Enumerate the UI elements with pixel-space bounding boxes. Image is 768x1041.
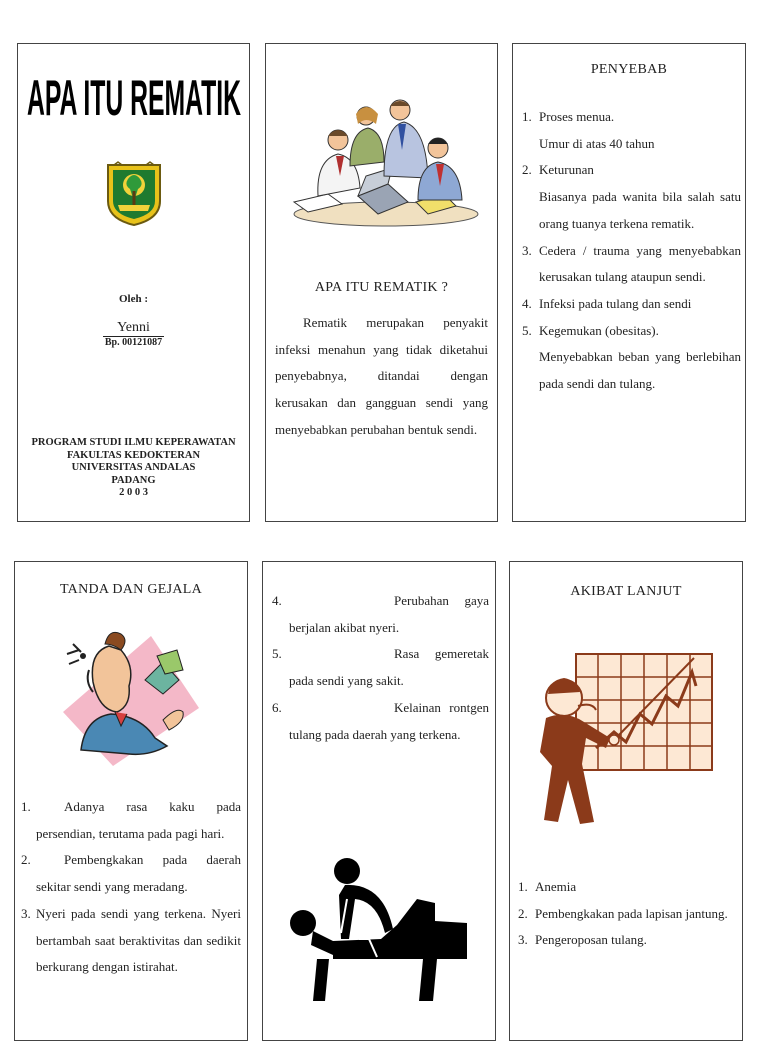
list-item (518, 874, 736, 901)
year-line: 2 0 0 3 (119, 487, 148, 498)
akibat-list-wrap (518, 874, 736, 954)
gejala-list-wrap (21, 794, 241, 981)
list-item (21, 847, 241, 900)
item-number: 2. (21, 852, 31, 868)
list-item (21, 901, 241, 981)
growth-chart-clipart-icon (536, 652, 716, 830)
university-line: UNIVERSITAS ANDALAS (71, 462, 196, 473)
gejala-heading: TANDA DAN GEJALA (59, 582, 203, 597)
item-number: 5. (522, 322, 532, 338)
massage-pictogram-icon (289, 855, 471, 1005)
item-number: 2. (522, 162, 532, 178)
item-text: Adanya rasa kaku pada persendian, terutama pada pagi hari. (36, 799, 241, 841)
stressed-man-clipart-icon (59, 626, 205, 770)
item-number: 2. (518, 905, 528, 921)
author-name-text: Yenni (103, 320, 164, 337)
item-detail: Menyebabkan beban yang berlebihan pada sendi dan tulang. (539, 349, 741, 392)
cover-title (24, 64, 244, 128)
program-line: PROGRAM STUDI ILMU KEPERAWATAN (31, 437, 236, 448)
item-text: Kelainan rontgen tulang pada daerah yang terkena. (289, 699, 489, 742)
oleh-label: Oleh : (118, 293, 149, 305)
item-number: 1. (21, 799, 31, 814)
item-text: Perubahan gaya berjalan akibat nyeri. (289, 593, 489, 635)
list-item (522, 291, 741, 318)
item-number: 6. (272, 699, 282, 715)
item-text: Infeksi pada tulang dan sendi (539, 295, 692, 311)
team-meeting-clipart-icon (288, 96, 484, 226)
item-number: 1. (522, 109, 532, 124)
item-number: 3. (21, 905, 31, 921)
item-text: Kegemukan (obesitas). (539, 322, 659, 338)
item-text: Rasa gemeretak pada sendi yang sakit. (289, 646, 489, 689)
gejala-panel (14, 561, 248, 1041)
item-detail: Biasanya pada wanita bila salah satu orang tuanya terkena rematik. (539, 189, 741, 231)
item-number: 5. (272, 646, 282, 662)
list-item (272, 695, 489, 748)
list-item (272, 641, 489, 694)
cover-title-text: APA ITU REMATIK (27, 69, 242, 127)
item-text: Pembengkakan pada lapisan jantung. (535, 905, 728, 921)
gejala-lanjutan-panel (262, 561, 496, 1041)
intro-panel (265, 43, 498, 522)
item-text: Keturunan (539, 162, 594, 178)
item-number: 3. (518, 932, 528, 948)
gejala-lanjutan-list-wrap (272, 588, 489, 748)
student-number: Bp. 00121087 (104, 337, 163, 348)
emblem-logo-icon (104, 161, 164, 227)
program-block (18, 437, 249, 500)
gejala-lanjutan-list (272, 588, 489, 748)
penyebab-list (522, 104, 741, 398)
akibat-list (518, 874, 736, 954)
item-text: Cedera / trauma yang menyebabkan kerusakan tulang ataupun sendi. (539, 242, 741, 285)
item-text: Nyeri pada sendi yang terkena. Nyeri bertambah saat beraktivitas dan sedikit berkurang dengan istirahat. (36, 905, 241, 975)
intro-paragraph: Rematik merupakan penyakit infeksi menahun yang tidak diketahui penyebabnya, ditandai dengan kerusakan dan gangguan sendi yang menyebabkan perubahan bentuk sendi. (275, 315, 488, 437)
city-line: PADANG (111, 474, 156, 486)
intro-heading: APA ITU REMATIK ? (314, 280, 449, 295)
item-number: 4. (272, 593, 282, 608)
list-item (522, 104, 741, 157)
item-number: 4. (522, 295, 532, 311)
list-item (518, 927, 736, 954)
list-item (21, 794, 241, 847)
gejala-list (21, 794, 241, 981)
list-item (272, 588, 489, 641)
penyebab-list-wrap (522, 104, 741, 398)
faculty-line: FAKULTAS KEDOKTERAN (66, 449, 201, 461)
intro-body (275, 310, 488, 444)
list-item (522, 318, 741, 398)
item-number: 3. (522, 242, 532, 258)
list-item (522, 238, 741, 291)
penyebab-panel (512, 43, 746, 522)
item-text: Anemia (535, 879, 577, 894)
item-text: Pengeroposan tulang. (535, 932, 647, 948)
item-number: 1. (518, 879, 528, 894)
penyebab-heading: PENYEBAB (590, 62, 668, 77)
list-item (518, 901, 736, 928)
list-item (522, 157, 741, 237)
item-text: Proses menua. (539, 109, 615, 124)
akibat-panel (509, 561, 743, 1041)
author-name (18, 320, 249, 337)
akibat-heading: AKIBAT LANJUT (570, 584, 682, 599)
cover-panel (17, 43, 250, 522)
item-detail: Umur di atas 40 tahun (539, 135, 655, 151)
item-text: Pembengkakan pada daerah sekitar sendi yang meradang. (36, 852, 241, 895)
